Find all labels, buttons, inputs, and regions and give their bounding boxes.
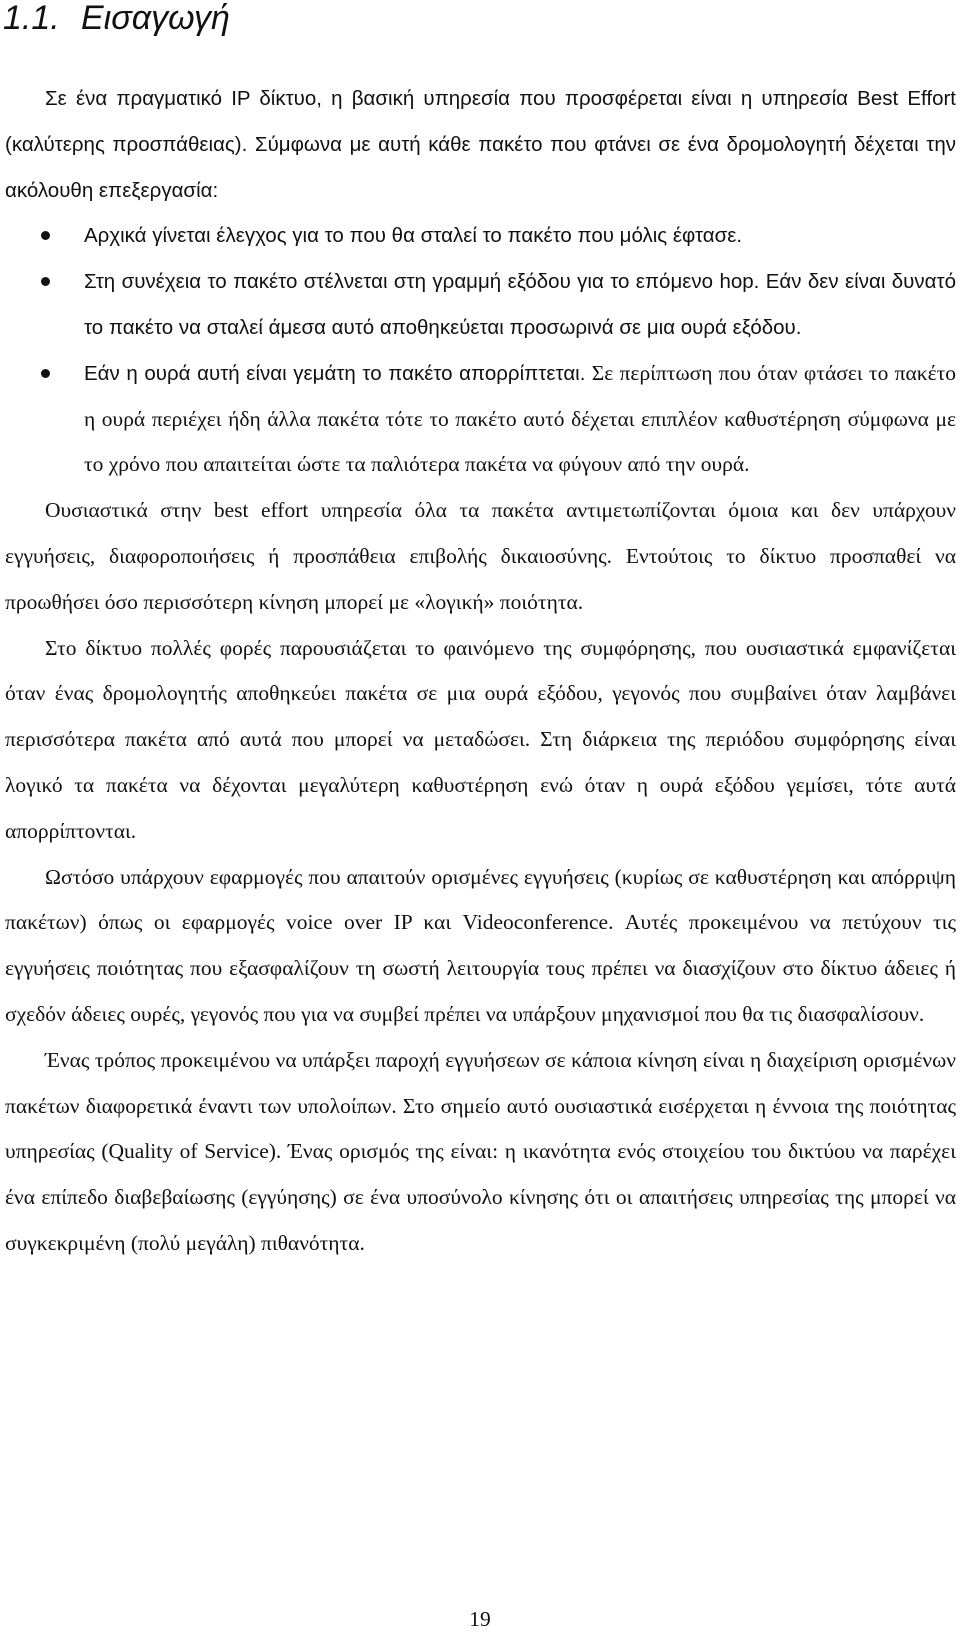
- applications-paragraph-part2: Αυτές προκειμένου να πετύχουν τις εγγυήσεις ποιότητας που εξασφαλίζουν τη σωστή λειτουργία τους πρέπει να διασχίζουν στο δίκτυο άδειες ή σχεδόν άδειες ουρές, γεγονός που για να συμβεί πρέπει να υπάρξουν μηχανισμοί που θα τις διασφαλίσουν.: [5, 910, 956, 1026]
- applications-paragraph: [5, 855, 956, 1038]
- congestion-paragraph-part1: Στο δίκτυο πολλές φορές παρουσιάζεται το φαινόμενο της συμφόρησης, που ουσιαστικά εμφανίζεται όταν ένας δρομολογητής αποθηκεύει πακέτα σε μια ουρά εξόδου, γεγονός που συμβαίνει όταν λαμβάνει περισσότερα πακέτα από αυτά που μπορεί να μεταδώσει.: [5, 635, 956, 752]
- list-item: [5, 213, 956, 259]
- qos-paragraph-part2: Στο σημείο αυτό ουσιαστικά εισέρχεται η έννοια της ποιότητας υπηρεσίας (Quality of Service). Ένας ορισμός της είναι: η ικανότητα ενός στοιχείου του δικτύου να παρέχει ένα επίπεδο διαβεβαίωσης (εγγύησης) σε ένα υποσύνολο κίνησης ότι οι απαιτήσεις υπηρεσίας της μπορεί να συγκεκριμένη (πολύ μεγάλη) πιθανότητα.: [5, 1093, 956, 1255]
- best-effort-paragraph: [5, 488, 956, 625]
- intro-paragraph-part2: Σύμφωνα με αυτή κάθε πακέτο που φτάνει σε ένα δρομολογητή δέχεται την ακόλουθη επεξεργασία:: [5, 132, 956, 202]
- best-effort-paragraph-part1: Ουσιαστικά στην best effort υπηρεσία όλα τα πακέτα αντιμετωπίζονται όμοια και δεν υπάρχουν εγγυήσεις, διαφοροποιήσεις ή προσπάθεια επιβολής δικαιοσύνης.: [5, 498, 956, 568]
- congestion-paragraph-part2: Στη διάρκεια της περιόδου συμφόρησης είναι λογικό τα πακέτα να δέχονται μεγαλύτερη καθυστέρηση ενώ όταν η ουρά εξόδου γεμίσει, τότε αυτά απορρίπτονται.: [5, 727, 956, 843]
- section-title: Εισαγωγή: [81, 0, 230, 37]
- congestion-paragraph: [5, 626, 956, 855]
- list-item-text-part2: Σε περίπτωση που όταν φτάσει το πακέτο η ουρά περιέχει ήδη άλλα πακέτα τότε το πακέτο αυτό δέχεται επιπλέον καθυστέρηση σύμφωνα με το χρόνο που απαιτείται ώστε τα παλιότερα πακέτα να φύγουν από την ουρά.: [84, 360, 956, 477]
- bullet-icon: [41, 231, 50, 240]
- section-body: [5, 76, 956, 1267]
- intro-paragraph: [5, 76, 956, 213]
- bullet-icon: [41, 277, 50, 286]
- list-item-text: Αρχικά γίνεται έλεγχος για το που θα σταλεί το πακέτο που μόλις έφτασε.: [84, 224, 743, 248]
- best-effort-paragraph-part2: Εντούτοις το δίκτυο προσπαθεί να προωθήσει όσο περισσότερη κίνηση μπορεί με «λογική» ποιότητα.: [5, 543, 956, 614]
- qos-paragraph-part1: Ένας τρόπος προκειμένου να υπάρξει παροχή εγγυήσεων σε κάποια κίνηση είναι η διαχείριση ορισμένων πακέτων διαφορετικά έναντι των υπολοίπων.: [5, 1047, 956, 1118]
- list-item-text-part1: Εάν η ουρά αυτή είναι γεμάτη το πακέτο απορρίπτεται.: [84, 361, 586, 385]
- section-heading: [3, 0, 230, 38]
- page-number: 19: [469, 1607, 491, 1631]
- intro-paragraph-part1: Σε ένα πραγματικό IP δίκτυο, η βασική υπηρεσία που προσφέρεται είναι η υπηρεσία Best Effort (καλύτερης προσπάθειας).: [5, 87, 956, 156]
- qos-paragraph: [5, 1038, 956, 1267]
- section-number: 1.1.: [3, 0, 60, 37]
- applications-paragraph-part1: Ωστόσο υπάρχουν εφαρμογές που απαιτούν ορισμένες εγγυήσεις (κυρίως σε καθυστέρηση και απόρριψη πακέτων) όπως οι εφαρμογές voice over IP και Videoconference.: [5, 864, 956, 935]
- list-item-text: Στη συνέχεια το πακέτο στέλνεται στη γραμμή εξόδου για το επόμενο hop. Εάν δεν είναι δυνατό το πακέτο να σταλεί άμεσα αυτό αποθηκεύεται προσωρινά σε μια ουρά εξόδου.: [84, 270, 956, 339]
- bullet-icon: [41, 369, 50, 378]
- list-item: [5, 259, 956, 351]
- list-item: [5, 351, 956, 488]
- processing-steps-list: [5, 213, 956, 488]
